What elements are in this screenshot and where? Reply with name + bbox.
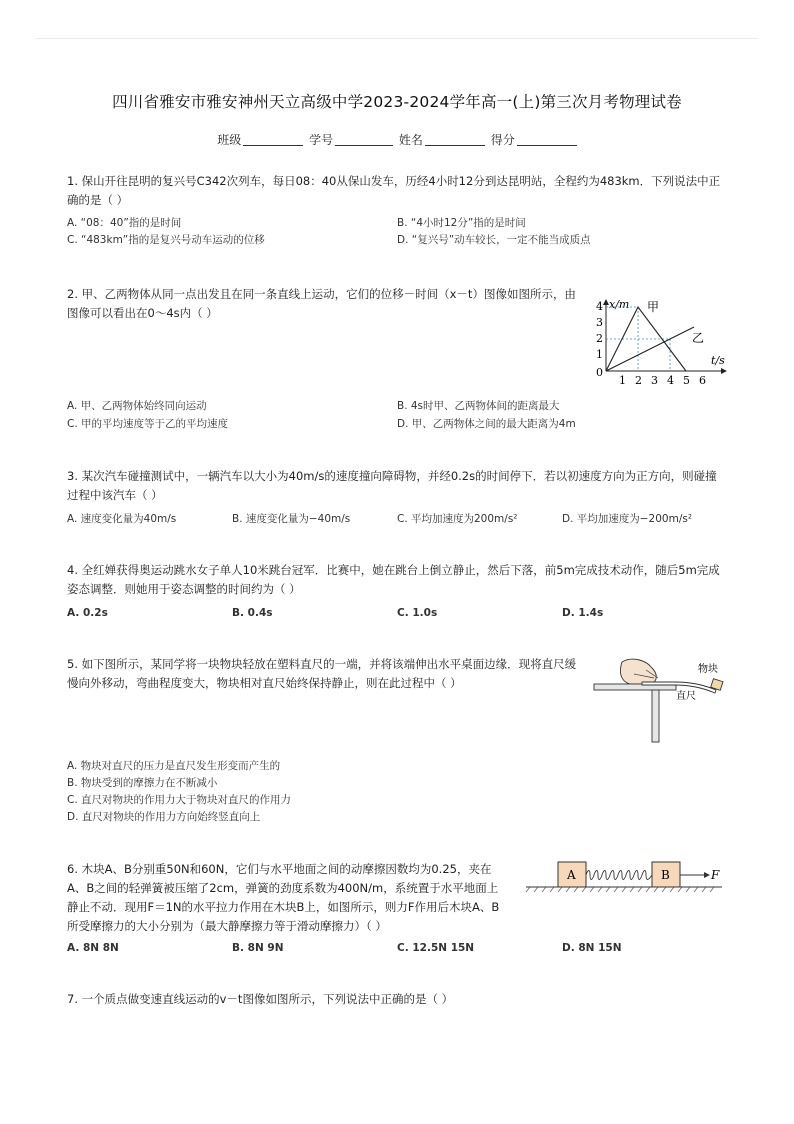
question-1-option-d: D. “复兴号”动车较长，一定不能当成质点 bbox=[397, 234, 591, 246]
question-2-option-d: D. 甲、乙两物体之间的最大距离为4m bbox=[397, 418, 576, 430]
question-5-option-a: A. 物块对直尺的压力是直尺发生形变而产生的 bbox=[67, 760, 281, 772]
question-2-option-a: A. 甲、乙两物体始终同向运动 bbox=[67, 400, 207, 412]
student-id-field: 学号 bbox=[309, 131, 393, 148]
q2-x-axis-label: t/s bbox=[711, 354, 725, 367]
question-4-option-c: C. 1.0s bbox=[397, 607, 438, 619]
score-blank[interactable] bbox=[517, 133, 577, 146]
hand-icon bbox=[620, 659, 656, 684]
question-3-option-d: D. 平均加速度为−200m/s² bbox=[562, 513, 693, 525]
name-field: 姓名 bbox=[399, 131, 485, 148]
q2-ytick-4: 4 bbox=[596, 300, 603, 313]
q2-label-yi: 乙 bbox=[692, 331, 705, 345]
question-6-option-a: A. 8N 8N bbox=[67, 942, 119, 954]
q2-origin-label: 0 bbox=[596, 366, 603, 379]
question-7-stem: 7. 一个质点做变速直线运动的v－t图像如图所示，下列说法中正确的是（ ） bbox=[67, 992, 454, 1006]
q5-ruler-figure bbox=[588, 652, 730, 746]
question-4-option-b: B. 0.4s bbox=[232, 607, 273, 619]
q2-xtick-1: 1 bbox=[619, 374, 626, 387]
name-blank[interactable] bbox=[425, 133, 485, 146]
q5-label-block: 物块 bbox=[698, 664, 718, 675]
force-arrow-head bbox=[704, 872, 710, 878]
question-6-option-c: C. 12.5N 15N bbox=[397, 942, 475, 954]
question-2-option-c: C. 甲的平均速度等于乙的平均速度 bbox=[67, 418, 229, 430]
student-info-line bbox=[0, 131, 794, 148]
score-field: 得分 bbox=[491, 131, 577, 148]
q2-y-axis-label: x/m bbox=[609, 298, 630, 311]
spring bbox=[586, 871, 652, 880]
q6-label-f: F bbox=[711, 868, 720, 882]
q6-spring-figure bbox=[524, 857, 724, 897]
question-5-option-b: B. 物块受到的摩擦力在不断减小 bbox=[67, 777, 218, 789]
question-1-option-a: A. “08：40”指的是时间 bbox=[67, 217, 182, 229]
question-5-option-c: C. 直尺对物块的作用力大于物块对直尺的作用力 bbox=[67, 794, 292, 806]
ground-hatch bbox=[526, 887, 714, 892]
q2-xtick-6: 6 bbox=[699, 374, 706, 387]
question-4-option-a: A. 0.2s bbox=[67, 607, 108, 619]
q2-xt-graph bbox=[588, 296, 734, 388]
question-6-stem: 6. 木块A、B分别重50N和60N，它们与水平地面之间的动摩擦因数均为0.25，夹在A、B之间的轻弹簧被压缩了2cm，弹簧的劲度系数为400N/m，系统置于水平地面上静止不动．现用F＝1N的水平拉力作用在木块B上，如图所示，则力F作用后木块A、B所受摩擦力的大小分别为（最大静摩擦力等于滑动摩擦力）（ ） bbox=[67, 862, 500, 933]
question-1-stem: 1. 保山开往昆明的复兴号C342次列车，每日08：40从保山发车，历经4小时12分到达昆明站，全程约为483km．下列说法中正确的是（ ） bbox=[67, 174, 721, 207]
q2-label-jia: 甲 bbox=[647, 300, 660, 314]
top-rule bbox=[36, 38, 758, 39]
question-3-option-c: C. 平均加速度为200m/s² bbox=[397, 513, 518, 525]
q2-ytick-2: 2 bbox=[596, 332, 603, 345]
question-4-stem: 4. 全红婵获得奥运动跳水女子单人10米跳台冠军．比赛中，她在跳台上倒立静止，然后下落，前5m完成技术动作，随后5m完成姿态调整．则她用于姿态调整的时间约为（ ） bbox=[67, 563, 720, 596]
q2-xtick-2: 2 bbox=[635, 374, 642, 387]
question-5-option-d: D. 直尺对物块的作用力方向始终竖直向上 bbox=[67, 811, 261, 823]
student-id-blank[interactable] bbox=[335, 133, 393, 146]
q5-label-ruler: 直尺 bbox=[676, 691, 696, 702]
q2-xtick-4: 4 bbox=[667, 374, 674, 387]
question-1-option-c: C. “483km”指的是复兴号动车运动的位移 bbox=[67, 234, 265, 246]
question-2-option-b: B. 4s时甲、乙两物体间的距离最大 bbox=[397, 400, 560, 412]
class-blank[interactable] bbox=[243, 133, 303, 146]
q6-label-a: A bbox=[567, 868, 576, 882]
question-6-option-b: B. 8N 9N bbox=[232, 942, 284, 954]
q2-xtick-3: 3 bbox=[651, 374, 658, 387]
question-3-option-a: A. 速度变化量为40m/s bbox=[67, 513, 177, 525]
question-1-option-b: B. “4小时12分”指的是时间 bbox=[397, 217, 526, 229]
q2-xtick-5: 5 bbox=[683, 374, 690, 387]
class-field: 班级 bbox=[217, 131, 303, 148]
exam-title: 四川省雅安市雅安神州天立高级中学2023-2024学年高一(上)第三次月考物理试卷 bbox=[112, 93, 682, 111]
q2-ytick-1: 1 bbox=[596, 348, 603, 361]
question-3-stem: 3. 某次汽车碰撞测试中，一辆汽车以大小为40m/s的速度撞向障碍物，并经0.2s的时间停下．若以初速度方向为正方向，则碰撞过程中该汽车（ ） bbox=[67, 469, 717, 502]
question-4-option-d: D. 1.4s bbox=[562, 607, 604, 619]
question-5-stem: 5. 如下图所示，某同学将一块物块轻放在塑料直尺的一端，并将该端伸出水平桌面边缘．现将直尺缓慢向外移动，弯曲程度变大，物块相对直尺始终保持静止，则在此过程中（ ） bbox=[67, 657, 577, 690]
q2-ytick-3: 3 bbox=[596, 316, 603, 329]
table-leg bbox=[652, 690, 659, 742]
question-2-stem: 2. 甲、乙两物体从同一点出发且在同一条直线上运动，它们的位移－时间（x－t）图像如图所示，由图像可以看出在0～4s内（ ） bbox=[67, 287, 576, 320]
question-3-option-b: B. 速度变化量为−40m/s bbox=[232, 513, 351, 525]
question-6-option-d: D. 8N 15N bbox=[562, 942, 622, 954]
q6-label-b: B bbox=[661, 868, 670, 882]
